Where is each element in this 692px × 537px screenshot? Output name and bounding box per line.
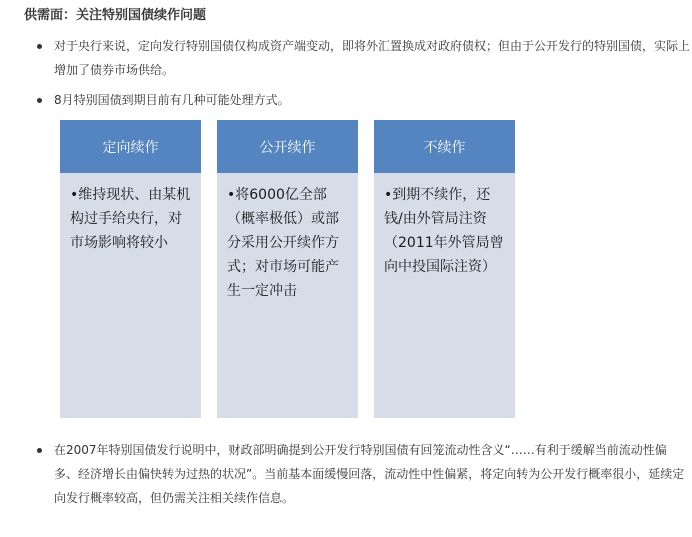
option-card-body: •将6000亿全部（概率极低）或部分采用公开续作方式；对市场可能产生一定冲击: [227, 187, 339, 299]
option-card-public: [217, 120, 358, 418]
option-card-no-rollover: [374, 120, 515, 418]
bullet-item-2007-note: 在2007年特别国债发行说明中，财政部明确提到公开发行特别国债有回笼流动性含义“……有利于缓解当前流动性偏多、经济增长由偏快转为过热的状况”。当前基本面缓慢回落，流动性中性偏紧，将定向转为公开发行概率很小，延续定向发行概率较高，但仍需关注相关续作信息。: [54, 438, 690, 510]
section-heading: 供需面：关注特别国债续作问题: [24, 8, 207, 23]
option-card-body: •维持现状、由某机构过手给央行，对市场影响将较小: [70, 187, 191, 251]
option-card-directed: [60, 120, 201, 418]
bullet-item-options: 8月特别国债到期目前有几种可能处理方式。: [54, 88, 674, 112]
option-card-title: 定向续作: [60, 120, 201, 173]
option-card-title: 不续作: [374, 120, 515, 173]
option-card-title: 公开续作: [217, 120, 358, 173]
bullet-item-central-bank: 对于央行来说，定向发行特别国债仅构成资产端变动，即将外汇置换成对政府债权；但由于公开发行的特别国债，实际上增加了债券市场供给。: [54, 34, 690, 82]
option-card-body: •到期不续作，还钱/由外管局注资（2011年外管局曾向中投国际注资）: [384, 187, 504, 275]
